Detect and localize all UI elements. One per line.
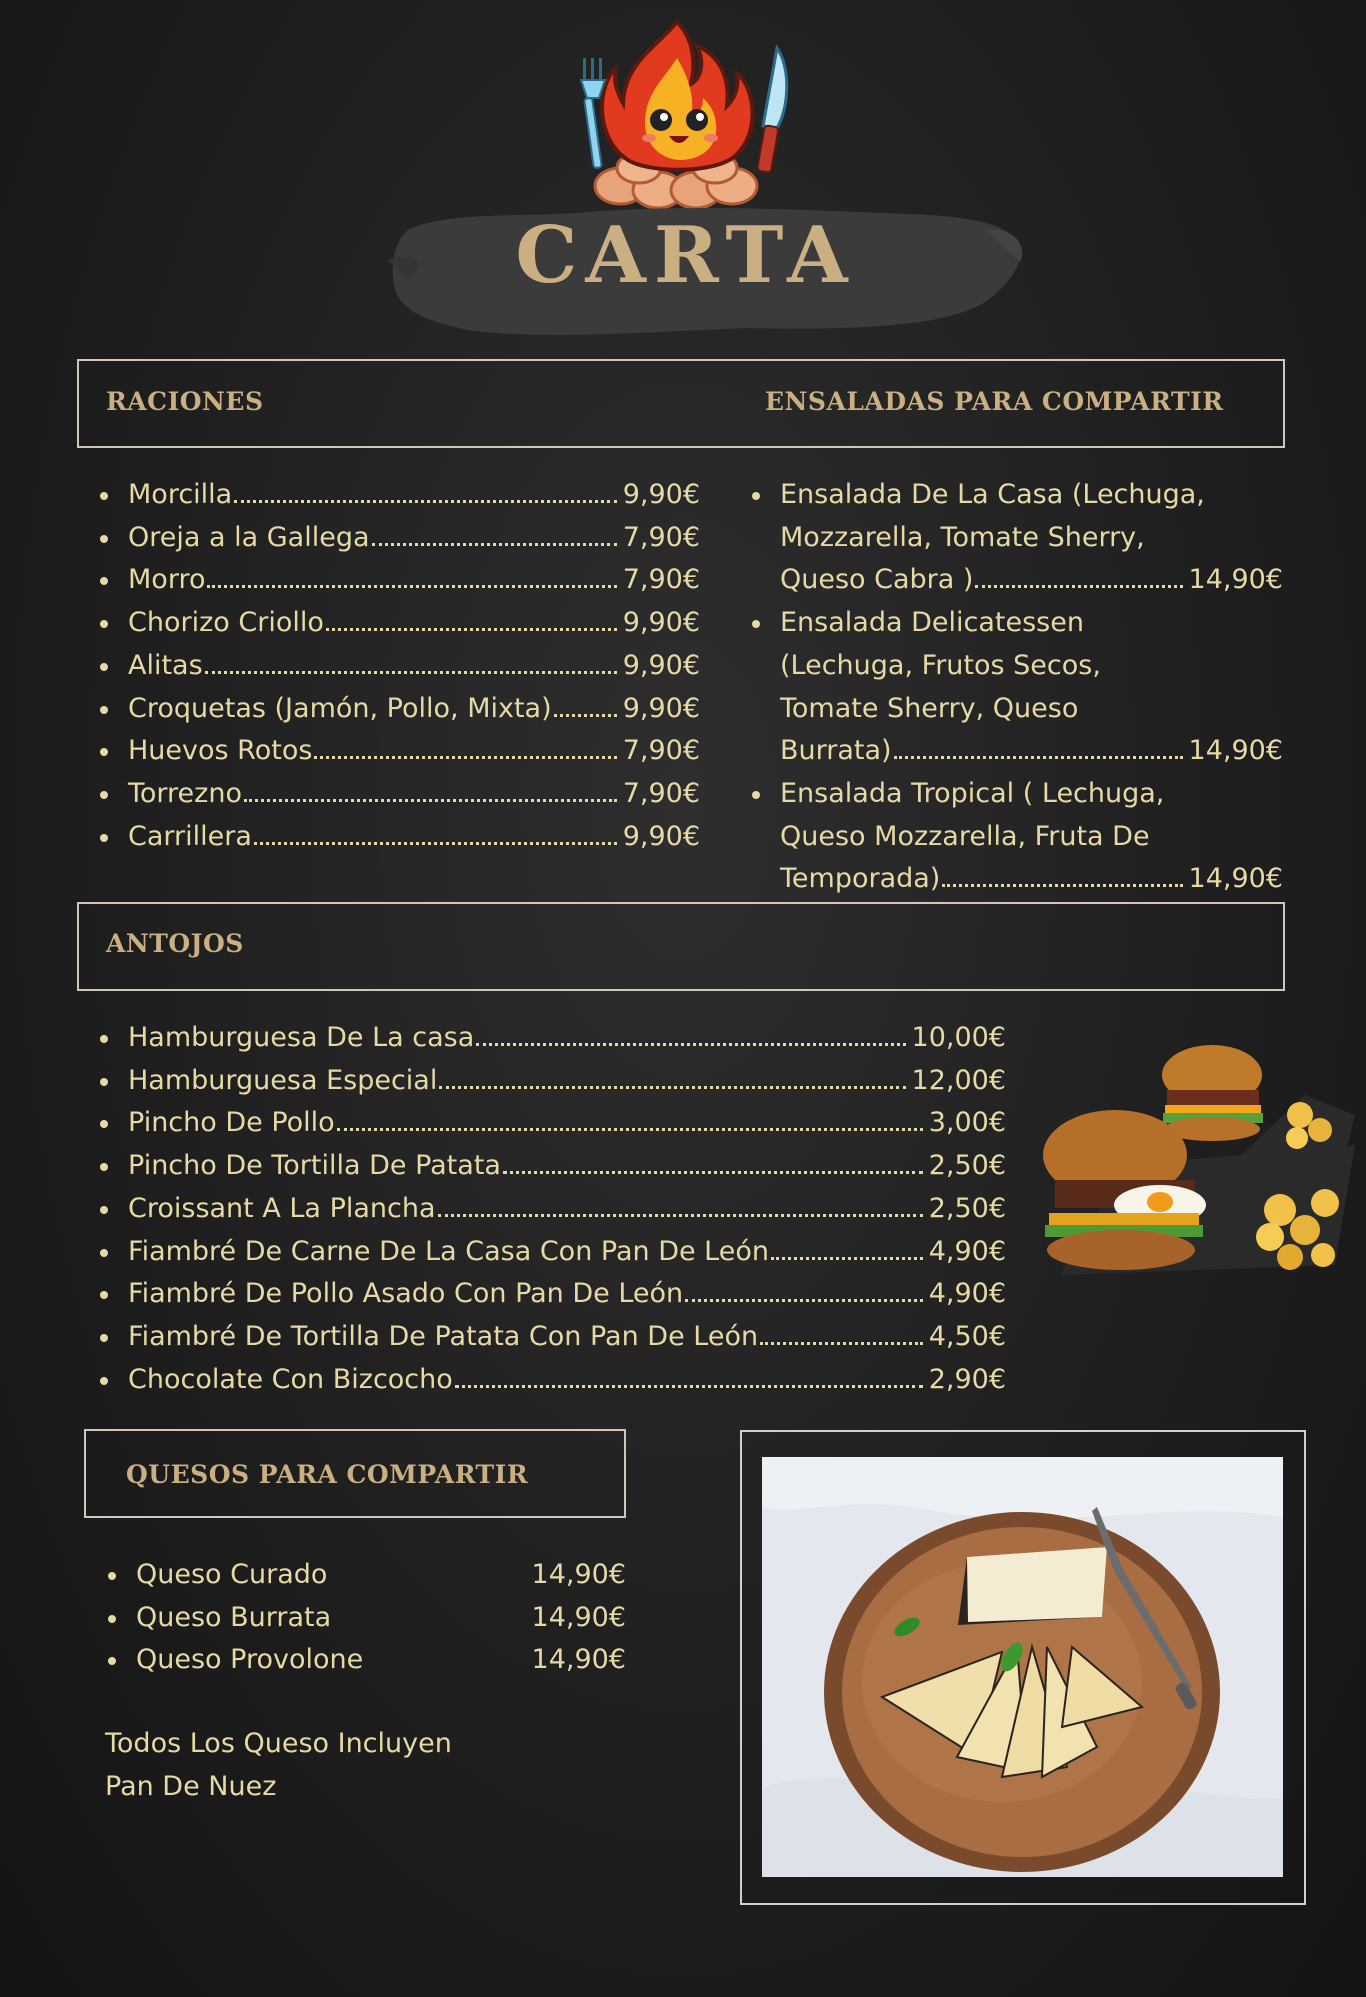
antojos-item-name: Pincho De Pollo bbox=[128, 1107, 335, 1139]
raciones-item-name: Torrezno bbox=[128, 777, 242, 809]
raciones-item-price: 9,90€ bbox=[622, 607, 700, 639]
dot-leader bbox=[760, 1342, 923, 1345]
antojos-header-box bbox=[77, 902, 1285, 991]
antojos-item bbox=[128, 1273, 1006, 1316]
raciones-item-price: 9,90€ bbox=[622, 820, 700, 852]
ensaladas-item-last-text: Burrata) bbox=[780, 735, 892, 767]
raciones-item bbox=[128, 645, 700, 688]
raciones-item bbox=[128, 474, 700, 517]
raciones-item-name: Oreja a la Gallega bbox=[128, 521, 370, 553]
dot-leader bbox=[554, 714, 617, 717]
dot-leader bbox=[438, 1214, 923, 1217]
quesos-item-name: Queso Curado bbox=[136, 1559, 328, 1590]
cheese-board-photo bbox=[762, 1457, 1283, 1877]
ensaladas-list bbox=[780, 474, 1283, 901]
antojos-item bbox=[128, 1188, 1006, 1231]
antojos-heading: ANTOJOS bbox=[106, 929, 244, 958]
dot-leader bbox=[771, 1257, 923, 1260]
quesos-item-price: 14,90€ bbox=[531, 1559, 626, 1590]
raciones-item-price: 7,90€ bbox=[622, 521, 700, 553]
raciones-list bbox=[128, 474, 700, 858]
menu-title: CARTA bbox=[515, 210, 856, 301]
dot-leader bbox=[455, 1385, 923, 1388]
raciones-item-name: Carrillera bbox=[128, 820, 252, 852]
antojos-item-price: 4,90€ bbox=[928, 1235, 1006, 1267]
dot-leader bbox=[685, 1299, 923, 1302]
antojos-item-name: Fiambré De Pollo Asado Con Pan De León bbox=[128, 1278, 684, 1310]
ensaladas-item-price: 14,90€ bbox=[1188, 564, 1283, 596]
dot-leader bbox=[894, 756, 1183, 759]
antojos-item-name: Croissant A La Plancha bbox=[128, 1192, 436, 1224]
raciones-item-name: Huevos Rotos bbox=[128, 735, 313, 767]
raciones-item-name: Alitas bbox=[128, 649, 203, 681]
antojos-item-price: 4,50€ bbox=[928, 1320, 1006, 1352]
ensaladas-item-line: Ensalada Tropical ( Lechuga, bbox=[780, 777, 1165, 809]
quesos-note-line-2: Pan De Nuez bbox=[105, 1771, 277, 1802]
raciones-item-price: 7,90€ bbox=[622, 735, 700, 767]
quesos-item-price: 14,90€ bbox=[531, 1644, 626, 1676]
raciones-heading: RACIONES bbox=[106, 387, 264, 416]
quesos-item-name: Queso Burrata bbox=[136, 1601, 332, 1633]
quesos-item-price: 14,90€ bbox=[531, 1601, 626, 1633]
ensaladas-item-line: Ensalada Delicatessen bbox=[780, 607, 1084, 639]
ensaladas-item-last-line bbox=[780, 559, 1283, 602]
dot-leader bbox=[244, 799, 617, 802]
raciones-item-price: 9,90€ bbox=[622, 692, 700, 724]
antojos-list bbox=[128, 1017, 1006, 1401]
antojos-item-name: Fiambré De Carne De La Casa Con Pan De León bbox=[128, 1235, 769, 1267]
ensaladas-item-line: Tomate Sherry, Queso bbox=[780, 692, 1079, 724]
antojos-item-name: Chocolate Con Bizcocho bbox=[128, 1363, 453, 1395]
antojos-item bbox=[128, 1316, 1006, 1359]
raciones-item bbox=[128, 559, 700, 602]
quesos-item-name: Queso Provolone bbox=[136, 1644, 364, 1676]
antojos-item-price: 12,00€ bbox=[911, 1064, 1006, 1096]
dot-leader bbox=[337, 1128, 923, 1131]
dot-leader bbox=[254, 842, 617, 845]
antojos-item-name: Hamburguesa De La casa bbox=[128, 1022, 475, 1053]
burger-and-potatoes-photo bbox=[1035, 1045, 1360, 1310]
raciones-item bbox=[128, 730, 700, 773]
antojos-item bbox=[128, 1359, 1006, 1402]
quesos-heading: QUESOS PARA COMPARTIR bbox=[126, 1460, 529, 1489]
ensaladas-item-line: Mozzarella, Tomate Sherry, bbox=[780, 521, 1145, 553]
raciones-item bbox=[128, 602, 700, 645]
quesos-item bbox=[136, 1597, 626, 1640]
antojos-item-price: 3,00€ bbox=[928, 1107, 1006, 1139]
antojos-item-name: Pincho De Tortilla De Patata bbox=[128, 1150, 501, 1182]
dot-leader bbox=[205, 671, 617, 674]
raciones-item-price: 7,90€ bbox=[622, 777, 700, 809]
antojos-item-name: Fiambré De Tortilla De Patata Con Pan De León bbox=[128, 1320, 759, 1352]
antojos-item-name: Hamburguesa Especial bbox=[128, 1064, 438, 1096]
ensaladas-item-line: Queso Mozzarella, Fruta De bbox=[780, 820, 1150, 852]
dot-leader bbox=[326, 628, 617, 631]
antojos-item-price: 2,50€ bbox=[928, 1150, 1006, 1182]
ensaladas-item-price: 14,90€ bbox=[1188, 735, 1283, 767]
antojos-item-price: 4,90€ bbox=[928, 1278, 1006, 1310]
dot-leader bbox=[942, 884, 1182, 887]
ensaladas-item bbox=[780, 773, 1283, 901]
ensaladas-item bbox=[780, 602, 1283, 773]
ensaladas-item-last-text: Temporada) bbox=[780, 863, 941, 895]
raciones-item-price: 9,90€ bbox=[622, 479, 700, 510]
raciones-item bbox=[128, 688, 700, 731]
ensaladas-item-line: (Lechuga, Frutos Secos, bbox=[780, 649, 1101, 681]
raciones-item-price: 7,90€ bbox=[622, 564, 700, 596]
quesos-item bbox=[136, 1639, 626, 1682]
quesos-item bbox=[136, 1554, 626, 1597]
ensaladas-item-last-text: Queso Cabra ) bbox=[780, 564, 974, 596]
antojos-item-price: 10,00€ bbox=[911, 1022, 1006, 1053]
quesos-note bbox=[105, 1722, 452, 1808]
dot-leader bbox=[503, 1171, 923, 1174]
raciones-item-name: Chorizo Criollo bbox=[128, 607, 324, 639]
dot-leader bbox=[439, 1086, 905, 1089]
dot-leader bbox=[207, 585, 616, 588]
ensaladas-item bbox=[780, 474, 1283, 602]
ensaladas-item-line: Ensalada De La Casa (Lechuga, bbox=[780, 479, 1205, 510]
dot-leader bbox=[234, 500, 616, 503]
raciones-item bbox=[128, 816, 700, 859]
antojos-item bbox=[128, 1231, 1006, 1274]
ensaladas-item-price: 14,90€ bbox=[1188, 863, 1283, 895]
knife-icon bbox=[757, 48, 787, 173]
quesos-note-line-1: Todos Los Queso Incluyen bbox=[105, 1728, 452, 1759]
quesos-list bbox=[136, 1554, 626, 1682]
raciones-item-name: Croquetas (Jamón, Pollo, Mixta) bbox=[128, 692, 552, 724]
antojos-item-price: 2,90€ bbox=[928, 1363, 1006, 1395]
raciones-item-name: Morcilla bbox=[128, 479, 233, 510]
dot-leader bbox=[372, 543, 617, 546]
ensaladas-item-last-line bbox=[780, 858, 1283, 901]
antojos-item bbox=[128, 1145, 1006, 1188]
dot-leader bbox=[975, 585, 1182, 588]
raciones-item bbox=[128, 773, 700, 816]
antojos-item bbox=[128, 1060, 1006, 1103]
dot-leader bbox=[476, 1043, 905, 1046]
flame-mascot-logo bbox=[565, 18, 805, 214]
antojos-item bbox=[128, 1017, 1006, 1060]
antojos-item bbox=[128, 1102, 1006, 1145]
antojos-item-price: 2,50€ bbox=[928, 1192, 1006, 1224]
raciones-item-price: 9,90€ bbox=[622, 649, 700, 681]
raciones-item-name: Morro bbox=[128, 564, 206, 596]
dot-leader bbox=[314, 756, 616, 759]
cheese-wedge-icon bbox=[958, 1547, 1107, 1625]
ensaladas-heading: ENSALADAS PARA COMPARTIR bbox=[765, 387, 1224, 416]
ensaladas-item-last-line bbox=[780, 730, 1283, 773]
raciones-item bbox=[128, 517, 700, 560]
burger-icon bbox=[1162, 1045, 1263, 1141]
